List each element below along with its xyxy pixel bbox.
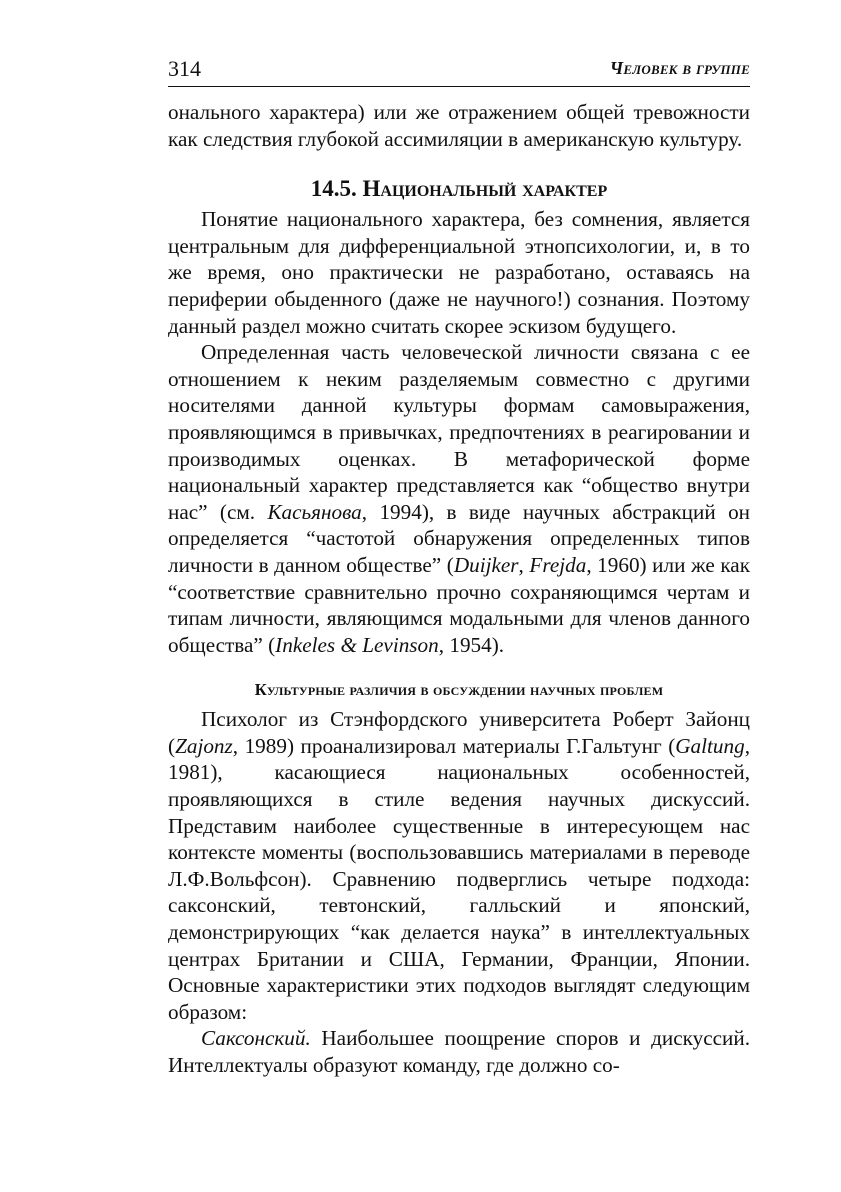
text-span: Наибольшее поощрение споров и дискуссий. Интеллектуалы образуют команду, где должно со- <box>168 1026 750 1077</box>
section-heading <box>168 174 750 204</box>
subheading: Культурные различия в обсуждении научных проблем <box>254 680 664 700</box>
paragraph-2 <box>168 339 750 658</box>
text-span: Определенная часть человеческой личности связана с ее отношением к неким разделяемым совместно с другими носителями данной культуры формам самовыражения, проявляющимся в привычках, предпочтениях в реагировании и производимых оценках. В метафорической форме национальный характер представляется как “общество внутри нас” (см. <box>168 340 750 524</box>
text-span: , 1954). <box>438 632 505 657</box>
citation-author: Касьянова <box>267 499 362 524</box>
section-number: 14.5. <box>310 176 357 202</box>
body-text <box>168 99 750 1079</box>
citation-author: Frejda <box>529 552 587 577</box>
approach-term: Саксонский. <box>201 1026 311 1051</box>
text-span: , 1989) проанализировал материалы Г.Гальтунг ( <box>232 733 676 758</box>
text-span: , 1994), в виде научных абстракций он определяется “частотой обнаружения определенных типов личности в данном обществе” ( <box>168 499 751 577</box>
text-span: , <box>518 552 530 577</box>
page-header <box>168 56 750 87</box>
paragraph-3 <box>168 706 750 1025</box>
text-span: , 1960) или же как “соответствие сравнительно прочно сохраняющимся чертам и типам личности, являющимся модальными для членов данного общества” ( <box>168 552 751 657</box>
text-span: , 1981), касающиеся национальных особенностей, проявляющихся в стиле ведения научных дискуссий. Представим наиболее существенные в интересующем нас контексте моменты (воспользовавшись материалами в переводе Л.Ф.Вольфсон). Сравнению подверглись четыре подхода: саксонский, тевтонский, галльский и японский, демонстрирующих “как делается наука” в интеллектуальных центрах Британии и США, Германии, Франции, Японии. Основные характеристики этих подходов выглядят следующим образом: <box>168 733 750 1024</box>
citation-author: Duijker <box>453 552 519 577</box>
text-span: Психолог из Стэнфордского университета Роберт Зайонц ( <box>168 707 750 758</box>
intro-paragraph: онального характера) или же отражением общей тревожности как следствия глубокой ассимиляции в американскую культуру. <box>168 100 750 151</box>
citation-author: Inkeles & Levinson <box>275 632 439 657</box>
paragraph-4 <box>168 1025 750 1078</box>
running-title: Человек в группе <box>609 58 750 78</box>
citation-author: Zajonz <box>175 733 233 758</box>
section-title: Национальный характер <box>362 176 608 202</box>
page-number: 314 <box>168 56 201 81</box>
citation-author: Galtung <box>675 733 745 758</box>
paragraph-1: Понятие национального характера, без сомнения, является центральным для дифференциальной этнопсихологии, и, в то же время, оно практически не разработано, оставаясь на периферии обыденного (даже не научного!) сознания. Поэтому данный раздел можно считать скорее эскизом будущего. <box>168 207 750 338</box>
